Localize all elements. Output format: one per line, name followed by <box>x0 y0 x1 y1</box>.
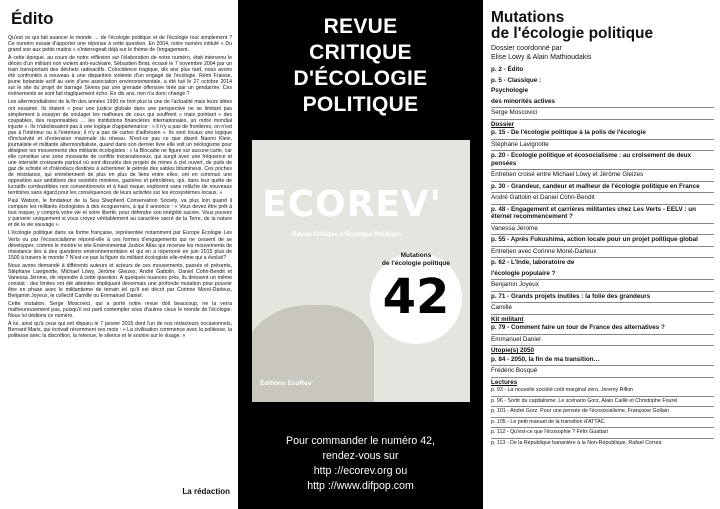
revue-title-line: CRITIQUE <box>309 41 412 64</box>
toc-list <box>491 65 714 449</box>
cover-edition: Éditions EcoRev' <box>260 380 313 387</box>
toc-coordination <box>491 45 714 62</box>
toc-entry: Vanessa Jérome <box>491 224 714 236</box>
toc-entry: p. 20 - Ecologie politique et écosocialisme : au croisement de deux pensées <box>491 151 714 170</box>
toc-entry: Camille <box>491 303 714 315</box>
toc-entry: Benjamin Joyeux <box>491 280 714 292</box>
toc-entry: André Gattolin et Daniel Cohn-Bendit <box>491 193 714 205</box>
edito-paragraph: À lui, ainsi qu'à ceux qui ont disparu le 7 janvier 2015 dont l'un de nos rédacteurs occasionnels, Bernard Maris, qui écrivait récemment ces mots : « La civilisation commence avec la politesse, la politesse avec la discrétion, la retenue, le silence et le sourire sur le visage. » <box>8 321 232 340</box>
revue-title-line: D'ÉCOLOGIE <box>293 67 428 90</box>
coordination-line: Dossier coordonné par <box>491 45 562 52</box>
toc-entry: p. 79 - Comment faire un tour de France des alternatives ? <box>491 323 714 335</box>
cover-graphic <box>252 305 374 402</box>
edito-column <box>0 0 238 509</box>
toc-entry: p. 112 - Qu'est-ce que l'écosophie ? Félix Guattari <box>491 428 714 439</box>
toc-entry: Utopie(s) 2050 <box>491 347 535 354</box>
cover-subtitle: Revue Critique d'Écologie Politique <box>292 231 402 238</box>
edito-signature: La rédaction <box>182 487 230 496</box>
order-info <box>238 434 483 494</box>
toc-title-line: Mutations <box>491 9 565 26</box>
coordination-line: Elise Lowy & Alain Mathioudakis <box>491 53 592 61</box>
revue-title-line: POLITIQUE <box>302 93 419 116</box>
toc-entry: Serge Moscovici <box>491 108 714 120</box>
edito-paragraph: Qu'est ce qui fait avancer le monde … de l'écologie politique et de l'écologie tout simplement ? Ce numéro essaie d'apporter une réponse à cette question. En 2004, notre numéro intitulé « Du grand soir aux petits matins » s'interrogeait déjà sur le thème de l'engagement. <box>8 35 232 54</box>
toc-entry: Kit militant <box>491 315 524 323</box>
toc-entry: p. 15 - De l'écologie politique à la polis de l'écologie <box>491 128 714 140</box>
toc-column <box>483 0 720 509</box>
toc-entry: p. 62 - L'Inde, laboratoire de <box>491 259 575 266</box>
order-link[interactable]: http ://www.difpop.com <box>307 480 414 492</box>
cover-image[interactable] <box>252 140 470 402</box>
edito-paragraph: Paul Watson, le fondateur de la Sea Shepherd Conservation Society, va plus loin quand il compare les militants écologistes à des écoguerriers, à qui il annonce : « Vous devez être prêt à tout risquer, y compris votre vie et votre liberté, pour défendre son intégrité sacrée. Vous pouvez y parvenir uniquement si vous croyez véritablement au caractère sacré de la Terre, de la nature et de la vie sauvage ». <box>8 198 232 229</box>
edito-paragraph: Les altermondialistes de la fin des années 1990 ne font plus la une de l'actualité mais leurs idées ont essaimé. Ils étaient « pour une justice globale dans une perspective ne se limitant pas simplement à essayer de soulager les malheurs de ceux qui souffrent » mais pointant « des coupables, des responsables … les institutions financières internationales, un ordre mondial injuste ». Ils n'abolissaient pas à une logique d'appartenance : « il n'y a pas de frontières, on n'est pas à l'intérieur ou à l'extérieur, il n'y a pas de cartes d'adhésion ». Ils sont locaux une logique d'inclusivité et d'extension maximale du réseau. N'est-ce pas ce que disent Naomi Klein, journaliste et militante altermondialiste, quand dans son dernier livre elle voit un néologisme pour désigner les mouvements des militants écologistes : « la Blocadie ne figure sur aucune carte, car elle constitue une zone mouvante de conflits transnationaux, qui surgit avec une fréquence et une intensité croissante partout où sont discutés des projets de mines à ciel ouvert, de puits de gaz de schiste et d'oléoducs destinés à acheminer le pétrole des sables bitumineux. Ces poches de résistance, qui entretiennent de plus en plus de liens entre elles, ont en commun une opposition aux ambitions des sociétés minières, gazières et pétrolières, qui, dans leur quête de lucratifs combustibles non conventionnels et à haut risque, explorent sans relâche de nouveaux territoires sans égard pour les conséquences de leurs activités sur les écosystèmes locaux. » <box>8 99 232 197</box>
order-line: Pour commander le numéro 42, <box>286 435 435 447</box>
toc-entry: p. 113 - De la République bananière à la Non-République, Rafael Correa <box>491 439 662 446</box>
revue-title-line: REVUE <box>323 15 398 38</box>
ecorev-logo: ECOREV' <box>262 184 442 225</box>
toc-entry: Emmanuel Daniel <box>491 335 714 347</box>
edito-paragraph: Cette mutation, Serge Moscovici, qui a porté notre revue doit beaucoup, ne la verra malheureusement pas, puisqu'il est parti contempler sous d'autres cieux le monde de l'écologie. Nous lui dédions ce numéro. <box>8 300 232 320</box>
toc-entry: p. 55 - Après Fukushima, action locale pour un projet politique global <box>491 235 714 247</box>
edito-paragraph: À cette époque, au cours de notre réflexion sur l'élaboration de notre numéro, était intervenu le décès d'un militant non violent anti-nucléaire, Sébastien Briat, écrasé le 7 novembre 2004 par un train transportant des déchets radioactifs. Coïncidence tragique, dix ans plus tard, nous avons été confrontés à nouveau à une disparition violente d'un engagé de l'écologie. Rémi Fraisse, jeune botaniste actif au sein d'une association environnementale, a été tué le 27 octobre 2014 sur le site du projet de barrage Sivens par une grenade offensive tirée par un gendarme. Ces événements se sont fait tragiquement écho. En dix ans, rien n'a donc changé ? <box>8 55 232 98</box>
toc-entry: Dossier <box>491 120 515 128</box>
revue-title <box>238 14 483 118</box>
edito-paragraph: Nous avons demandé à différents auteurs et acteurs de ces mouvements, passés et présents, Stéphane Lavignotte, Michael Löwy, Jérôme Gleizes, André Gattolin, Daniel Cohn-Bendit et Vanessa Jérome, de répondre à cette question. A quelques nuances près, ils dressent un même constat : des limites ont été atteintes impliquant désormais une profonde mutation pour pouvoir être en phase avec le militantisme de terrain tel qu'il est décrit par Corinne Morel-Darleux, Benjamin Joyeux, le collectif Camille ou Emmanuel Daniel. <box>8 262 232 299</box>
toc-entry: Stéphane Lavignotte <box>491 140 714 152</box>
toc-entry: p. 5 - Classique : <box>491 76 542 84</box>
toc-entry: p. 71 - Grands projets inutiles : la folie des grandeurs <box>491 292 714 304</box>
toc-entry: des minorités actives <box>491 97 714 109</box>
order-line: rendez-vous sur <box>322 450 399 462</box>
toc-entry: Frédéric Bosqué <box>491 366 714 378</box>
edito-paragraph: L'écologie politique dans sa forme française, représentée notamment par Europe Écologie Les Verts ou par l'écosocialisme répond-elle à ces formes d'engagements qui ne cessent de se développer, comme le montre le site Environmental Justice Atlas qui recense les mouvements de résistance liés à des questions environnementales et qui en a répertorié en juin 2015 plus de 1500 à travers le monde ? N'est-ce pas la figure du militant écologiste elle-même qui a évolué? <box>8 230 232 261</box>
toc-entry: Psychologie <box>491 87 529 94</box>
toc-entry: p. 101 - André Gorz. Pour une pensée de l'écosocialisme, Françoise Gollain <box>491 407 714 418</box>
cover-mutations-line: Mutations <box>400 252 432 259</box>
toc-title-line: de l'écologie politique <box>491 25 654 42</box>
toc-entry: l'écologie populaire ? <box>491 269 714 281</box>
toc-entry: p. 105 - Le petit manuel de la transition d'ATTAC <box>491 418 714 429</box>
toc-entry: p. 84 - 2050, la fin de ma transition… <box>491 355 714 367</box>
toc-entry: p. 30 - Grandeur, candeur et malheur de l'écologie politique en France <box>491 182 714 194</box>
toc-entry: Entretien avec Corinne Morel-Darleux <box>491 247 714 259</box>
edito-body <box>8 35 232 339</box>
cover-mutations-line: de l'écologie politique <box>382 260 450 267</box>
toc-entry: p. 2 - Édito <box>491 66 524 73</box>
issue-number: 42 <box>382 269 450 325</box>
toc-entry: Entretien croisé entre Michael Löwy et Jérôme Gleizes <box>491 170 714 182</box>
edito-title: Édito <box>11 9 54 28</box>
toc-entry: p. 93 - La nouvelle société coût marginal zéro, Jeremy Rifkin <box>491 386 714 397</box>
cover-mutations <box>368 252 464 268</box>
toc-title <box>491 10 714 42</box>
cover-panel <box>238 0 483 509</box>
toc-entry: p. 48 - Engagement et carrières militantes chez Les Verts - EELV : un éternel recommencement ? <box>491 205 714 224</box>
toc-entry: Lectures <box>491 378 518 386</box>
toc-entry: p. 96 - Sortir du capitalisme. Le scénario Gorz, Alain Caillé et Christophe Fourel <box>491 397 714 408</box>
order-link[interactable]: http ://ecorev.org ou <box>313 465 408 477</box>
